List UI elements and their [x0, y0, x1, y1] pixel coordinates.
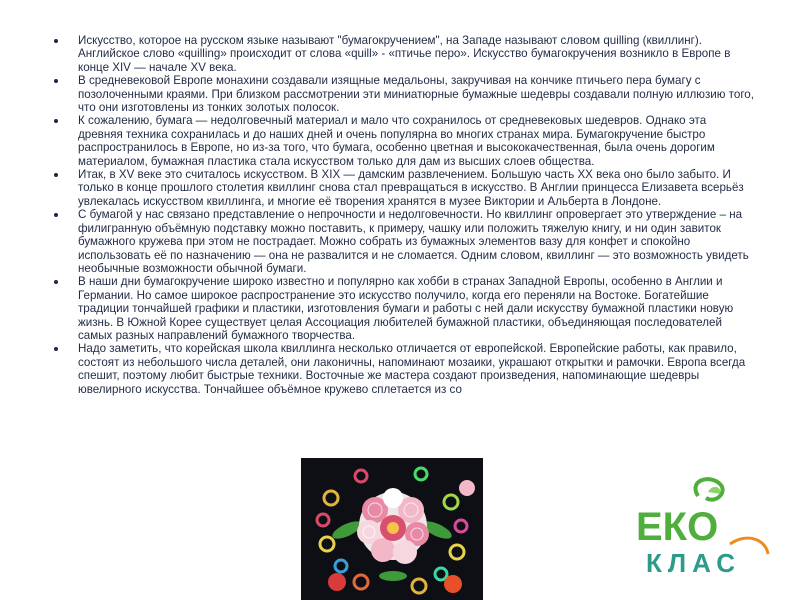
bullet-dot — [54, 39, 58, 43]
logo-line2: КЛАС — [646, 548, 742, 578]
bullet-dot — [54, 79, 58, 83]
bullet-dot — [54, 213, 58, 217]
paragraph-text: К сожалению, бумага — недолговечный материал и мало что сохранилось от средневековых шедевров. Однако эта древняя техника сохранилась и до наших дней и очень популярна во многих странах мира. Бумагокручение быстро распространилось в Европе, но из-за того, что бумага, особенно цветная и высококачественная, была очень дорогим материалом, бумажная пластика стала искусством только для дам из высших слоев общества. — [78, 114, 715, 168]
bullet-item — [54, 275, 754, 342]
paragraph-text: В наши дни бумагокручение широко известно и популярно как хобби в странах Западной Европы, особенно в Англии и Германии. Но самое широкое распространение это искусство получило, когда его переняли на Востоке. Богатейшие традиции тончайшей графики и пластики, изготовления бумаги и работы с ней дали искусству бумажной пластики новую жизнь. В Южной Корее существует целая Ассоциация любителей бумажной пластики, объединяющая последователей самых разных направлений бумажного творчества. — [78, 275, 734, 342]
quilling-photo — [301, 458, 483, 600]
eko-klas-logo-graphic — [628, 474, 778, 578]
paragraph-text: Итак, в XV веке это считалось искусством. В XIX — дамским развлечением. Большую часть XX века оно было забыто. И только в конце прошлого столетия квиллинг снова стал превращаться в искусство. В Англии принцесса Елизавета всерьёз увлекалась искусством квиллинга, и многие её творения хранятся в музее Виктории и Альберта в Лондоне. — [78, 168, 744, 208]
bullet-item — [54, 34, 754, 74]
bullet-item — [54, 208, 754, 275]
bullet-item — [54, 74, 754, 114]
bullet-item — [54, 114, 754, 168]
bullet-dot — [54, 119, 58, 123]
paragraph-text: С бумагой у нас связано представление о непрочности и недолговечности. Но квиллинг опровергает это утверждение – на филигранную объёмную подставку можно поставить, к примеру, чашку или положить тяжелую книгу, и ни один завиток бумажного кружева при этом не пострадает. Можно собрать из бумажных элементов вазу для конфет и спокойно использовать её по назначению — она не развалится и не сломается. Одним словом, квиллинг — это возможность увидеть необычные возможности обычной бумаги. — [78, 208, 749, 275]
logo-line1: ЕКО — [636, 505, 719, 549]
bullet-dot — [54, 280, 58, 284]
eko-klas-logo — [628, 474, 778, 578]
bullet-item — [54, 342, 754, 396]
quilling-flower-image — [301, 458, 483, 600]
bullet-dot — [54, 173, 58, 177]
bullet-item — [54, 168, 754, 208]
paragraph-text: Надо заметить, что корейская школа квиллинга несколько отличается от европейской. Европейские работы, как правило, состоят из небольшого числа деталей, они лаконичны, напоминают мозаики, украшают открытки и рамочки. Европа всегда спешит, поэтому любит быстрые техники. Восточные же мастера создают произведения, напоминающие шедевры ювелирного искусства. Тончайшее объёмное кружево сплетается из со — [78, 342, 746, 396]
bullet-list — [54, 34, 754, 396]
bullet-dot — [54, 347, 58, 351]
paragraph-text: Искусство, которое на русском языке называют "бумагокручением", на Западе называют словом quilling (квиллинг). Английское слово «quilling» происходит от слова «quill» - «птичье перо». Искусство бумагокручения возникло в Европе в конце XIV — начале XV века. — [78, 34, 731, 74]
paragraph-text: В средневековой Европе монахини создавали изящные медальоны, закручивая на кончике птичьего пера бумагу с позолоченными краями. При близком рассмотрении эти миниатюрные бумажные шедевры создавали полную иллюзию того, что они изготовлены из тонких золотых полосок. — [78, 74, 754, 115]
